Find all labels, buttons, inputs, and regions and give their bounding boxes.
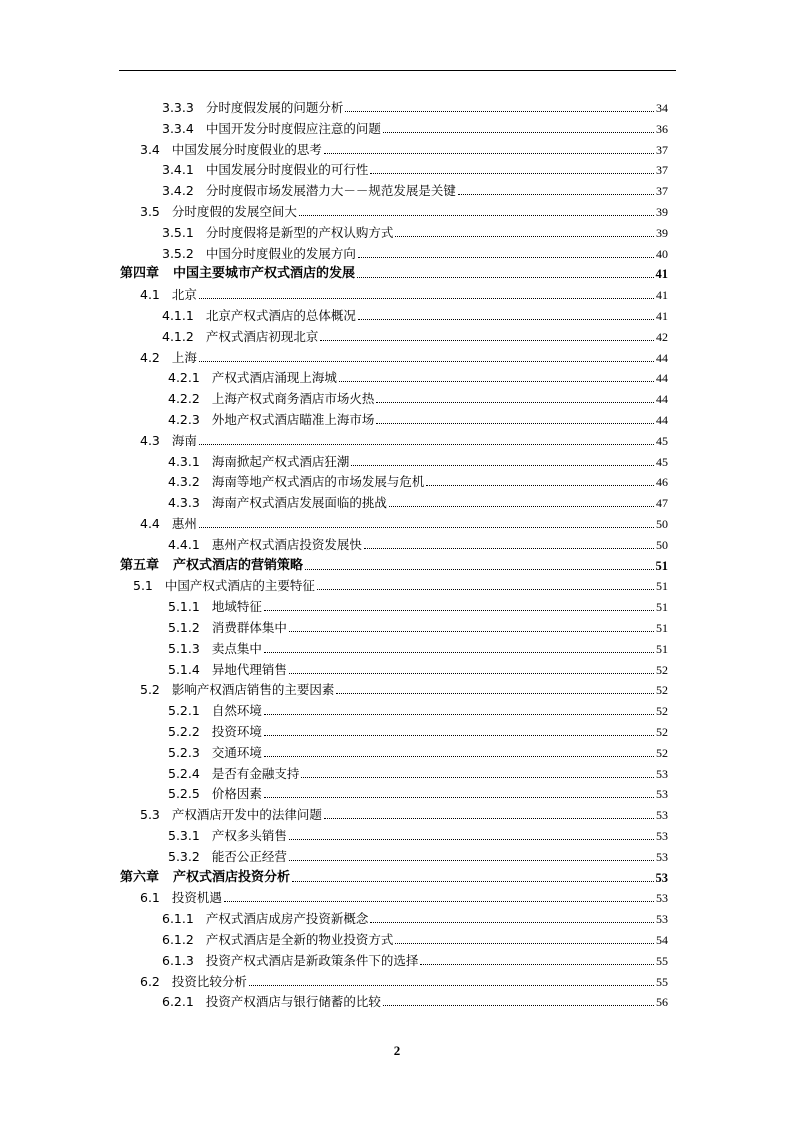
toc-entry-page: 44: [656, 371, 668, 386]
toc-entry-title: 投资机遇: [171, 890, 222, 906]
toc-entry[interactable]: [168, 408, 668, 428]
toc-entry-number: 4.1: [140, 287, 160, 303]
toc-entry-title: 中国发展分时度假业的可行性: [205, 162, 369, 178]
toc-entry[interactable]: [140, 803, 668, 823]
toc-entry-title: 中国产权式酒店的主要特征: [164, 578, 315, 594]
toc-leader-dots: [199, 298, 654, 299]
toc-entry[interactable]: [162, 221, 668, 241]
toc-entry-number: 3.5.2: [162, 245, 194, 261]
toc-leader-dots: [458, 194, 654, 195]
toc-entry-title: 中国开发分时度假应注意的问题: [205, 120, 381, 136]
toc-entry-number: 4.1.2: [162, 328, 194, 344]
toc-entry[interactable]: [168, 845, 668, 865]
toc-entry-page: 53: [656, 808, 668, 823]
toc-entry[interactable]: [140, 346, 668, 366]
toc-entry-number: 第五章: [120, 557, 160, 573]
toc-entry[interactable]: [168, 762, 668, 782]
toc-entry-page: 39: [656, 225, 668, 240]
toc-entry[interactable]: [162, 158, 668, 178]
toc-leader-dots: [317, 589, 654, 590]
toc-entry[interactable]: [162, 928, 668, 948]
toc-entry-number: 4.3.2: [168, 474, 200, 490]
toc-entry-number: 5.2.5: [168, 786, 200, 802]
toc-entry-page: 46: [656, 475, 668, 490]
toc-entry[interactable]: [162, 179, 668, 199]
toc-entry-number: 6.1.3: [162, 952, 194, 968]
toc-entry-page: 44: [656, 350, 668, 365]
toc-entry-number: 5.1: [133, 578, 153, 594]
toc-leader-dots: [289, 673, 654, 674]
toc-entry-title: 交通环境: [211, 744, 262, 760]
toc-leader-dots: [264, 797, 654, 798]
toc-entry-title: 投资环境: [211, 724, 262, 739]
toc-entry-title: 地域特征: [211, 599, 262, 615]
toc-entry[interactable]: [162, 949, 668, 969]
toc-entry[interactable]: [162, 117, 668, 137]
toc-entry-number: 3.5: [140, 204, 160, 219]
toc-entry-page: 44: [656, 392, 668, 407]
toc-entry-page: 42: [656, 329, 668, 344]
toc-entry-number: 6.1.2: [162, 932, 194, 947]
toc-entry-page: 53: [656, 787, 668, 802]
toc-entry-number: 3.5.1: [162, 224, 194, 240]
toc-entry-number: 5.1.4: [168, 661, 200, 677]
toc-entry[interactable]: [162, 990, 668, 1010]
toc-entry[interactable]: [168, 637, 668, 657]
toc-leader-dots: [351, 465, 654, 466]
toc-entry-title: 产权式酒店投资分析: [173, 869, 291, 885]
toc-entry-page: 37: [656, 142, 668, 157]
toc-leader-dots: [289, 839, 654, 840]
toc-entry[interactable]: [168, 450, 668, 470]
toc-leader-dots: [376, 402, 654, 403]
toc-entry-title: 惠州: [171, 516, 197, 531]
toc-entry-title: 外地产权式酒店瞄准上海市场: [211, 412, 375, 427]
toc-leader-dots: [339, 381, 654, 382]
toc-leader-dots: [299, 215, 654, 216]
toc-leader-dots: [395, 236, 654, 237]
toc-entry-number: 6.1.1: [162, 911, 194, 927]
toc-leader-dots: [420, 964, 654, 965]
toc-entry[interactable]: [120, 554, 668, 574]
toc-leader-dots: [324, 818, 654, 819]
toc-entry-page: 37: [656, 184, 668, 199]
toc-entry-title: 北京: [171, 287, 197, 303]
toc-entry[interactable]: [140, 678, 668, 698]
toc-leader-dots: [305, 569, 653, 570]
toc-entry-number: 6.2: [140, 973, 160, 989]
toc-leader-dots: [224, 901, 654, 902]
toc-entry[interactable]: [140, 429, 668, 449]
toc-entry-number: 4.1.1: [162, 308, 194, 323]
toc-entry-page: 53: [656, 891, 668, 906]
toc-entry-page: 41: [656, 309, 668, 323]
toc-leader-dots: [376, 423, 654, 424]
toc-entry-number: 4.2: [140, 349, 160, 365]
toc-leader-dots: [370, 922, 654, 923]
toc-entry-page: 41: [655, 267, 668, 282]
toc-leader-dots: [289, 631, 654, 632]
toc-leader-dots: [301, 777, 654, 778]
toc-entry[interactable]: [140, 200, 668, 220]
toc-entry-page: 52: [656, 745, 668, 760]
toc-entry-title: 产权酒店开发中的法律问题: [171, 807, 322, 823]
toc-entry-number: 3.4: [140, 141, 160, 157]
toc-entry-page: 53: [656, 766, 668, 781]
toc-leader-dots: [264, 652, 654, 653]
toc-entry[interactable]: [162, 304, 668, 324]
toc-entry-number: 3.3.3: [162, 100, 194, 115]
toc-leader-dots: [199, 361, 654, 362]
toc-entry-title: 能否公正经营: [211, 848, 287, 864]
toc-leader-dots: [264, 756, 654, 757]
toc-entry-title: 产权式酒店是全新的物业投资方式: [205, 932, 394, 947]
toc-entry-title: 海南: [171, 432, 197, 448]
toc-entry-title: 卖点集中: [211, 640, 262, 656]
toc-entry-page: 52: [656, 725, 668, 739]
toc-entry-page: 53: [656, 912, 668, 927]
toc-entry-page: 52: [656, 683, 668, 698]
toc-entry-title: 投资产权式酒店是新政策条件下的选择: [205, 952, 419, 968]
toc-entry[interactable]: [168, 658, 668, 678]
toc-entry-page: 52: [656, 662, 668, 677]
toc-leader-dots: [199, 444, 654, 445]
toc-entry-page: 54: [656, 933, 668, 947]
toc-entry-title: 上海: [171, 349, 197, 365]
toc-entry-number: 5.2.3: [168, 744, 200, 760]
toc-entry-title: 中国主要城市产权式酒店的发展: [173, 266, 356, 282]
toc-entry-title: 海南等地产权式酒店的市场发展与危机: [211, 474, 425, 490]
toc-entry-page: 37: [656, 163, 668, 178]
toc-entry[interactable]: [140, 886, 668, 906]
toc-leader-dots: [389, 506, 654, 507]
toc-entry-page: 51: [656, 641, 668, 656]
toc-entry-number: 5.3.1: [168, 828, 200, 843]
toc-entry-page: 45: [656, 454, 668, 469]
toc-entry-title: 中国分时度假业的发展方向: [205, 245, 356, 261]
toc-entry-number: 4.3.1: [168, 453, 200, 469]
toc-entry[interactable]: [168, 824, 668, 844]
toc-entry-title: 海南产权式酒店发展面临的挑战: [211, 495, 387, 511]
toc-entry-number: 5.1.2: [168, 620, 200, 635]
toc-entry[interactable]: [162, 325, 668, 345]
toc-leader-dots: [292, 881, 653, 882]
toc-entry-title: 投资产权酒店与银行储蓄的比较: [205, 994, 381, 1010]
toc-entry-title: 是否有金融支持: [211, 765, 300, 781]
toc-entry-title: 价格因素: [211, 786, 262, 802]
toc-entry-title: 产权式酒店初现北京: [205, 328, 319, 344]
toc-entry-page: 47: [656, 496, 668, 511]
toc-entry-number: 5.2.2: [168, 724, 200, 739]
toc-entry-page: 51: [655, 558, 668, 573]
toc-leader-dots: [336, 693, 654, 694]
toc-entry-number: 4.2.2: [168, 391, 200, 407]
toc-leader-dots: [370, 173, 654, 174]
toc-entry[interactable]: [140, 283, 668, 303]
toc-leader-dots: [383, 1005, 654, 1006]
toc-entry[interactable]: [120, 262, 668, 282]
toc-entry-page: 53: [656, 829, 668, 843]
toc-entry-title: 产权式酒店的营销策略: [173, 557, 304, 573]
toc-entry-page: 51: [656, 579, 668, 594]
toc-leader-dots: [383, 132, 654, 133]
toc-entry-title: 海南掀起产权式酒店狂潮: [211, 453, 350, 469]
toc-entry[interactable]: [168, 595, 668, 615]
toc-entry-page: 50: [656, 517, 668, 531]
toc-entry-page: 51: [656, 600, 668, 615]
toc-entry-number: 3.3.4: [162, 120, 194, 136]
toc-entry-title: 产权多头销售: [211, 828, 287, 843]
toc-entry[interactable]: [168, 470, 668, 490]
toc-leader-dots: [345, 111, 654, 112]
toc-entry-page: 55: [656, 953, 668, 968]
toc-leader-dots: [364, 548, 654, 549]
toc-entry-title: 上海产权式商务酒店市场火热: [211, 391, 375, 407]
toc-entry[interactable]: [168, 782, 668, 802]
toc-entry[interactable]: [168, 491, 668, 511]
toc-entry-page: 34: [656, 101, 668, 115]
toc-entry[interactable]: [133, 574, 668, 594]
toc-leader-dots: [426, 485, 654, 486]
toc-entry-number: 4.4: [140, 516, 160, 531]
toc-entry-number: 4.2.1: [168, 370, 200, 386]
header-rule: [119, 70, 676, 71]
toc-leader-dots: [320, 340, 654, 341]
toc-entry-page: 39: [656, 205, 668, 219]
toc-entry-title: 分时度假的发展空间大: [171, 204, 297, 219]
toc-entry[interactable]: [168, 387, 668, 407]
toc-entry-number: 5.3: [140, 807, 160, 823]
toc-entry[interactable]: [168, 366, 668, 386]
toc-entry-title: 惠州产权式酒店投资发展快: [211, 536, 362, 552]
toc-entry[interactable]: [162, 96, 668, 116]
toc-entry-title: 产权式酒店成房产投资新概念: [205, 911, 369, 927]
toc-entry[interactable]: [140, 512, 668, 532]
toc-entry-title: 分时度假发展的问题分析: [205, 100, 344, 115]
toc-leader-dots: [249, 985, 654, 986]
toc-entry-number: 第四章: [120, 266, 160, 282]
toc-entry-page: 55: [656, 974, 668, 989]
toc-entry-number: 5.1.1: [168, 599, 200, 615]
toc-entry-title: 分时度假市场发展潜力大－－规范发展是关键: [205, 183, 456, 199]
toc-entry-title: 产权式酒店涌现上海城: [211, 370, 337, 386]
toc-entry-number: 4.3.3: [168, 495, 200, 511]
toc-entry-title: 异地代理销售: [211, 661, 287, 677]
toc-entry[interactable]: [168, 741, 668, 761]
toc-entry-page: 51: [656, 621, 668, 635]
toc-entry-title: 投资比较分析: [171, 973, 247, 989]
toc-entry-number: 5.2: [140, 682, 160, 698]
toc-leader-dots: [358, 257, 654, 258]
toc-entry-title: 消费群体集中: [211, 620, 287, 635]
toc-entry-number: 6.1: [140, 890, 160, 906]
toc-entry-number: 3.4.2: [162, 183, 194, 199]
toc-entry[interactable]: [140, 970, 668, 990]
toc-leader-dots: [395, 943, 654, 944]
toc-entry-page: 40: [656, 246, 668, 261]
toc-entry-page: 45: [656, 433, 668, 448]
toc-leader-dots: [264, 714, 654, 715]
toc-entry[interactable]: [162, 242, 668, 262]
toc-leader-dots: [357, 277, 653, 278]
toc-entry-number: 5.3.2: [168, 848, 200, 864]
toc-entry[interactable]: [168, 720, 668, 740]
toc-leader-dots: [289, 860, 654, 861]
toc-entry[interactable]: [140, 138, 668, 158]
toc-entry[interactable]: [168, 699, 668, 719]
toc-entry-number: 5.1.3: [168, 640, 200, 656]
toc-entry[interactable]: [162, 907, 668, 927]
toc-entry-title: 影响产权酒店销售的主要因素: [171, 682, 335, 698]
toc-entry-page: 36: [656, 121, 668, 136]
toc-entry-page: 44: [656, 413, 668, 427]
toc-leader-dots: [324, 153, 654, 154]
toc-entry-number: 第六章: [120, 869, 160, 885]
toc-entry-number: 4.3: [140, 432, 160, 448]
toc-entry-page: 53: [656, 849, 668, 864]
toc-entry-number: 4.2.3: [168, 412, 200, 427]
toc-entry-number: 6.2.1: [162, 994, 194, 1010]
page-number: 2: [393, 1043, 401, 1058]
toc-leader-dots: [264, 610, 654, 611]
toc-entry-number: 3.4.1: [162, 162, 194, 178]
toc-entry-title: 分时度假将是新型的产权认购方式: [205, 224, 394, 240]
toc-entry-number: 5.2.1: [168, 703, 200, 719]
toc-entry-title: 中国发展分时度假业的思考: [171, 141, 322, 157]
toc-entry[interactable]: [168, 616, 668, 636]
toc-entry-page: 56: [656, 995, 668, 1010]
toc-leader-dots: [199, 527, 654, 528]
toc-entry-title: 自然环境: [211, 703, 262, 719]
toc-entry-page: 41: [656, 288, 668, 303]
toc-entry-number: 4.4.1: [168, 536, 200, 552]
toc-leader-dots: [358, 319, 654, 320]
toc-entry-page: 50: [656, 537, 668, 552]
toc-entry-number: 5.2.4: [168, 765, 200, 781]
toc-entry[interactable]: [168, 533, 668, 553]
toc-entry-page: 53: [655, 870, 668, 885]
toc-leader-dots: [264, 735, 654, 736]
toc-entry[interactable]: [120, 866, 668, 886]
toc-entry-page: 52: [656, 704, 668, 719]
toc-entry-title: 北京产权式酒店的总体概况: [205, 308, 356, 323]
